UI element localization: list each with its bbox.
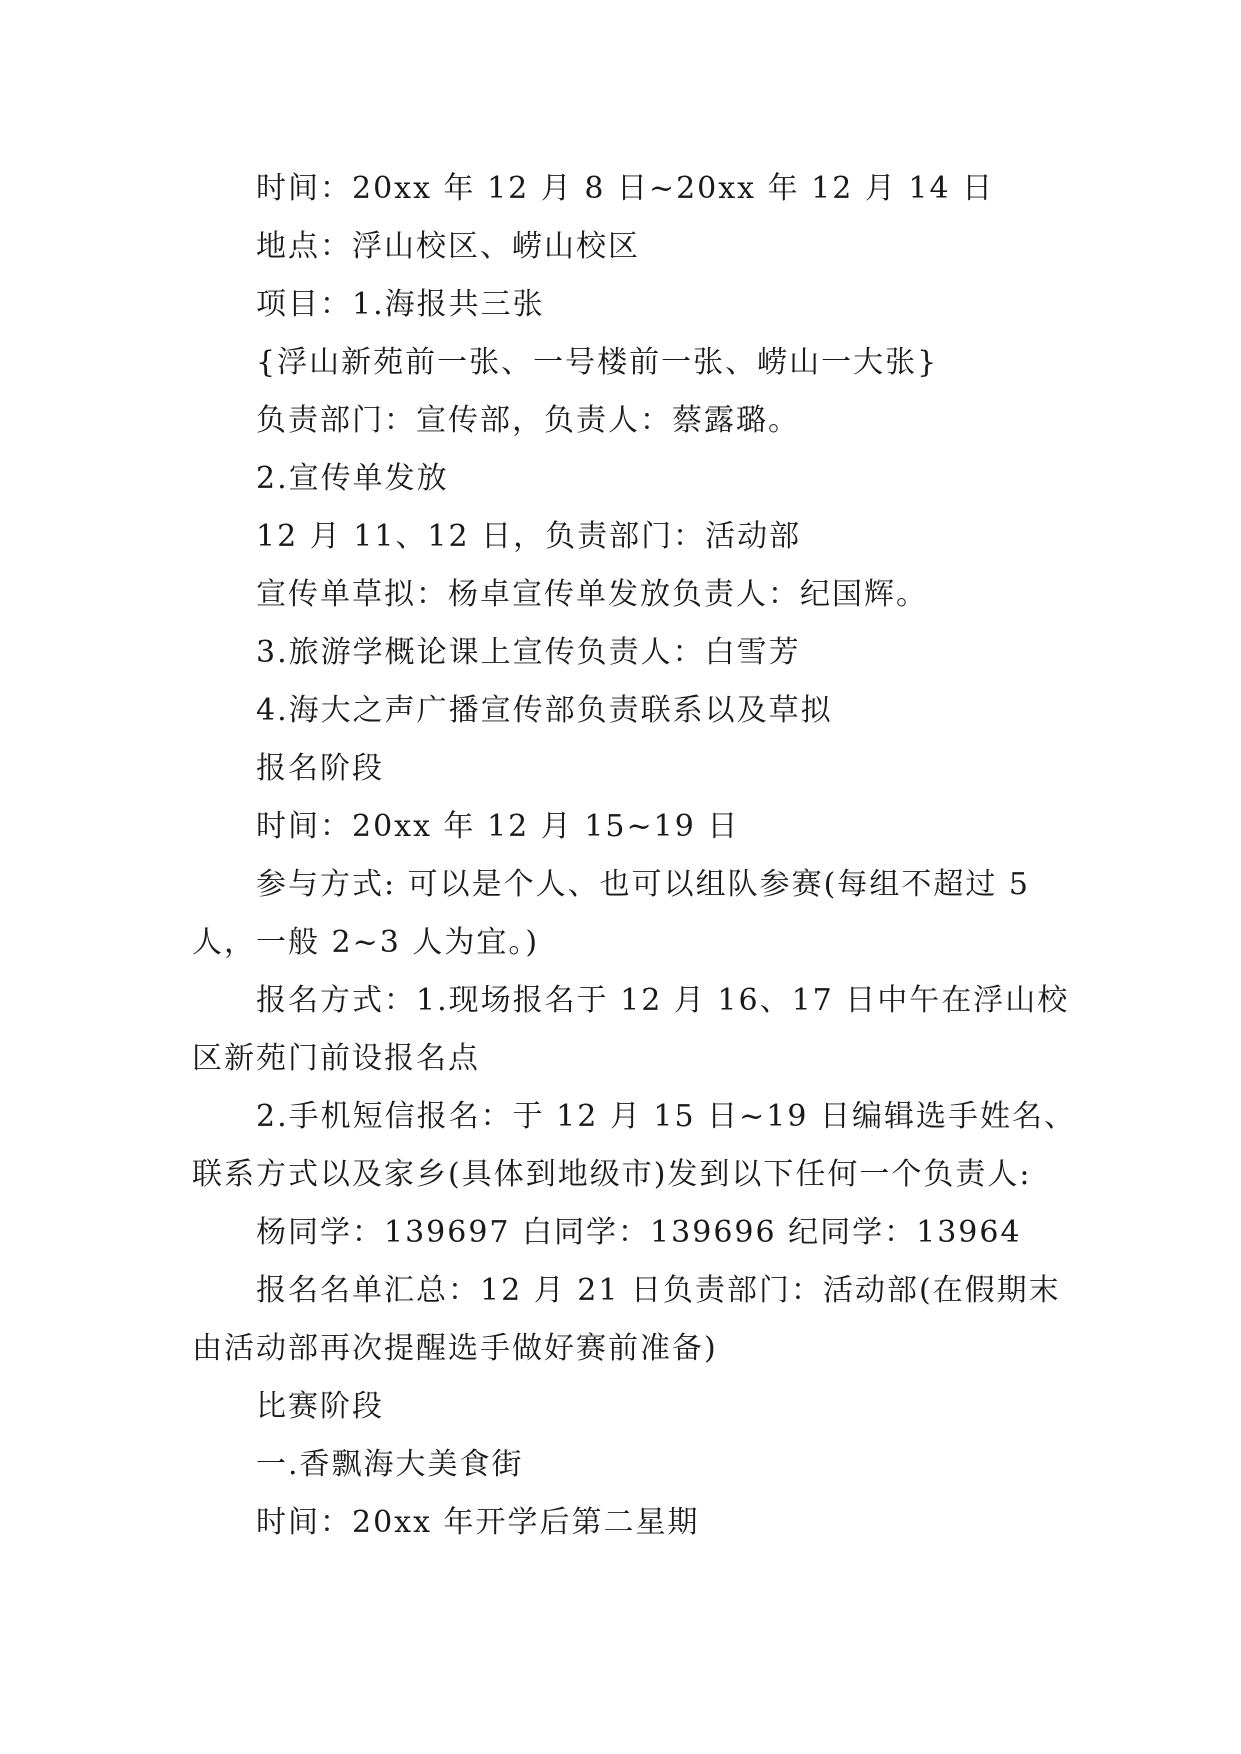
text-line: 时间：20xx 年开学后第二星期: [256, 1505, 700, 1540]
text-line: 报名方式：1.现场报名于 12 月 16、17 日中午在浮山校: [256, 983, 1070, 1018]
text-line: 报名名单汇总：12 月 21 日负责部门：活动部(在假期末: [256, 1273, 1061, 1308]
text-line: 项目：1.海报共三张: [256, 287, 545, 322]
text-line: 地点：浮山校区、崂山校区: [256, 229, 640, 264]
text-line: 4.海大之声广播宣传部负责联系以及草拟: [256, 693, 833, 728]
text-line: 一.香飘海大美食街: [256, 1447, 524, 1482]
text-line: 2.手机短信报名：于 12 月 15 日~19 日编辑选手姓名、: [256, 1099, 1076, 1134]
text-line: 时间：20xx 年 12 月 8 日~20xx 年 12 月 14 日: [256, 171, 995, 206]
document-body: [192, 160, 1076, 1552]
text-line: 负责部门：宣传部，负责人：蔡露璐。: [256, 403, 800, 438]
text-line: 联系方式以及家乡(具体到地级市)发到以下任何一个负责人:: [192, 1157, 1032, 1192]
text-line: 3.旅游学概论课上宣传负责人：白雪芳: [256, 635, 801, 670]
text-line: 2.宣传单发放: [256, 461, 449, 496]
text-line: 宣传单草拟：杨卓宣传单发放负责人：纪国辉。: [256, 577, 928, 612]
text-line: 12 月 11、12 日，负责部门：活动部: [256, 519, 802, 554]
section-heading: 比赛阶段: [256, 1389, 384, 1424]
text-line: 由活动部再次提醒选手做好赛前准备): [192, 1331, 718, 1366]
text-line: 人，一般 2~3 人为宜。): [192, 925, 540, 960]
text-line: 时间：20xx 年 12 月 15~19 日: [256, 809, 740, 844]
section-heading: 报名阶段: [256, 751, 384, 786]
text-line: 区新苑门前设报名点: [192, 1041, 480, 1076]
text-line: {浮山新苑前一张、一号楼前一张、崂山一大张}: [256, 345, 939, 380]
text-line: 参与方式: 可以是个人、也可以组队参赛(每组不超过 5: [256, 867, 1030, 902]
text-line: 杨同学：139697 白同学：139696 纪同学：13964: [256, 1215, 1022, 1250]
